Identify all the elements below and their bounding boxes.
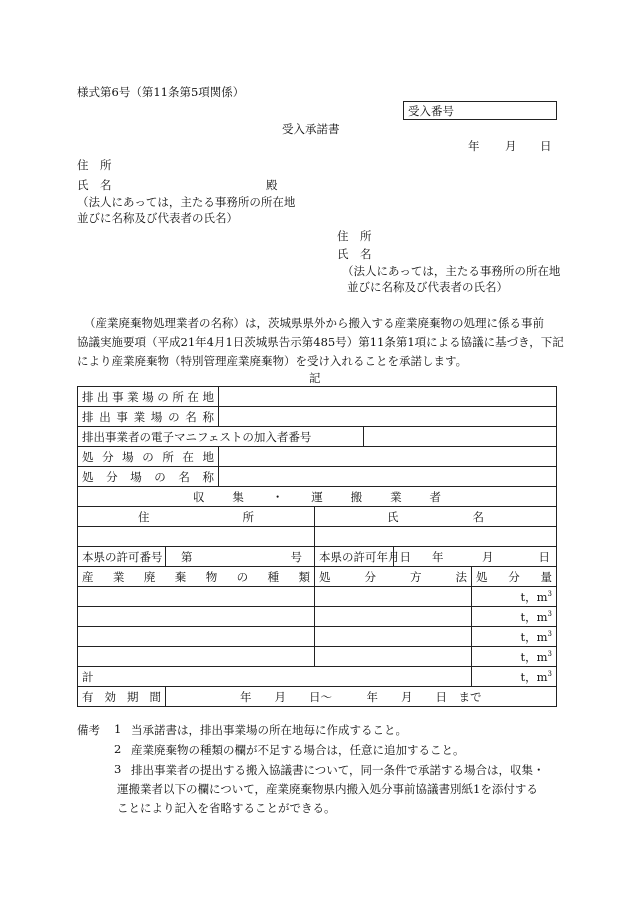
note-3-line-3: ことにより記入を省略することができる。	[117, 801, 336, 815]
note-1: 当承諾書は，排出事業場の所在地毎に作成すること。	[131, 723, 407, 737]
disposal-name-label: 処分場の名称	[78, 467, 219, 487]
site-location-field[interactable]	[219, 387, 557, 407]
permit-number-label: 本県の許可番号	[78, 547, 166, 567]
note-1-number: 1	[114, 722, 122, 736]
site-name-field[interactable]	[219, 407, 557, 427]
addressee-name-label: 氏 名	[77, 178, 112, 192]
notes-head: 備考	[77, 723, 100, 737]
collector-address-field[interactable]	[78, 527, 315, 547]
body-line-1: （産業廃棄物処理業者の名称）は，茨城県県外から搬入する産業廃棄物の処理に係る事前	[84, 316, 544, 330]
note-2: 産業廃棄物の種類の欄が不足する場合は，任意に追加すること。	[131, 743, 465, 757]
e-manifest-label: 排出事業者の電子マニフェストの加入者番号	[78, 427, 364, 447]
unit-label: t，m	[520, 629, 548, 644]
honorific: 殿	[266, 178, 278, 192]
receipt-number-label: 受入番号	[408, 104, 454, 118]
validity-label: 有効期間	[78, 687, 166, 707]
note-3-line-2: 運搬業者以下の欄について，産業廃棄物県内搬入処分事前協議書別紙1を添付する	[117, 782, 538, 796]
site-name-label: 排出事業場の名称	[78, 407, 219, 427]
addressee-corp-note-1: （法人にあっては，主たる事務所の所在地	[77, 195, 296, 209]
quantity-field-1[interactable]	[472, 587, 557, 607]
unit-superscript: 3	[547, 669, 553, 678]
permit-dai: 第	[181, 550, 193, 564]
unit-label: t，m	[520, 589, 548, 604]
collector-name-header	[315, 507, 557, 527]
method-field-3[interactable]	[315, 627, 472, 647]
site-location-label: 排出事業場の所在地	[78, 387, 219, 407]
collector-address-header	[78, 507, 315, 527]
note-3-line-1: 排出事業者の提出する搬入協議書について，同一条件で承諾する場合は，収集・	[131, 763, 545, 777]
collector-header-text: 収集・運搬業者	[193, 489, 442, 504]
waste-type-field-2[interactable]	[78, 607, 315, 627]
permit-date-label: 本県の許可年月日	[315, 547, 394, 567]
method-field-2[interactable]	[315, 607, 472, 627]
quantity-field-2[interactable]	[472, 607, 557, 627]
permit-date-month: 月	[482, 550, 494, 564]
collector-name-field[interactable]	[315, 527, 557, 547]
permit-date-day: 日	[538, 550, 551, 564]
document-title: 受入承諾書	[282, 122, 340, 136]
validity-value: 年 月 日〜 年 月 日 まで	[240, 689, 482, 704]
collector-header	[78, 487, 557, 507]
body-line-2: 協議実施要項（平成21年4月1日茨城県告示第485号）第11条第1項による協議に基づき，下記	[77, 335, 564, 349]
quantity-field-3[interactable]	[472, 627, 557, 647]
receipt-number-box[interactable]	[403, 101, 557, 120]
total-label: 計	[78, 667, 472, 687]
unit-superscript: 3	[547, 609, 553, 618]
note-3-number: 3	[114, 762, 122, 776]
date-year: 年	[468, 139, 480, 153]
e-manifest-field[interactable]	[364, 427, 557, 447]
form-number: 様式第6号（第11条第5項関係）	[77, 85, 245, 99]
permit-go: 号	[290, 550, 302, 564]
unit-label: t，m	[520, 669, 548, 684]
addressee-corp-note-2: 並びに名称及び代表者の氏名）	[77, 211, 238, 225]
unit-label: t，m	[520, 609, 548, 624]
ki-heading: 記	[309, 371, 321, 385]
waste-type-field-1[interactable]	[78, 587, 315, 607]
unit-label: t，m	[520, 649, 548, 664]
method-header: 処分方法	[315, 567, 472, 587]
collector-name-header-text: 氏名	[387, 509, 485, 524]
total-quantity-field[interactable]	[472, 667, 557, 687]
disposal-location-label: 処分場の所在地	[78, 447, 219, 467]
disposal-location-field[interactable]	[219, 447, 557, 467]
collector-address-header-text: 住所	[138, 509, 254, 524]
permit-date-year: 年	[432, 550, 444, 564]
waste-type-header: 産業廃棄物の種類	[78, 567, 315, 587]
form-table	[77, 386, 557, 707]
note-2-number: 2	[114, 742, 122, 756]
waste-type-field-4[interactable]	[78, 647, 315, 667]
sender-corp-note-2: 並びに名称及び代表者の氏名）	[347, 280, 508, 294]
waste-type-field-3[interactable]	[78, 627, 315, 647]
sender-corp-note-1: （法人にあっては，主たる事務所の所在地	[342, 264, 561, 278]
permit-number-field[interactable]	[166, 547, 315, 567]
quantity-field-4[interactable]	[472, 647, 557, 667]
unit-superscript: 3	[547, 589, 553, 598]
unit-superscript: 3	[547, 649, 553, 658]
method-field-4[interactable]	[315, 647, 472, 667]
permit-date-field[interactable]	[394, 547, 557, 567]
sender-name-label: 氏 名	[337, 247, 372, 261]
disposal-name-field[interactable]	[219, 467, 557, 487]
addressee-address-label: 住 所	[77, 158, 112, 172]
date-month: 月	[505, 139, 517, 153]
unit-superscript: 3	[547, 629, 553, 638]
body-line-3: により産業廃棄物（特別管理産業廃棄物）を受け入れることを承諾します。	[77, 354, 468, 368]
validity-field[interactable]	[166, 687, 557, 707]
quantity-header: 処分量	[472, 567, 557, 587]
sender-address-label: 住 所	[337, 229, 372, 243]
date-day: 日	[540, 139, 552, 153]
method-field-1[interactable]	[315, 587, 472, 607]
